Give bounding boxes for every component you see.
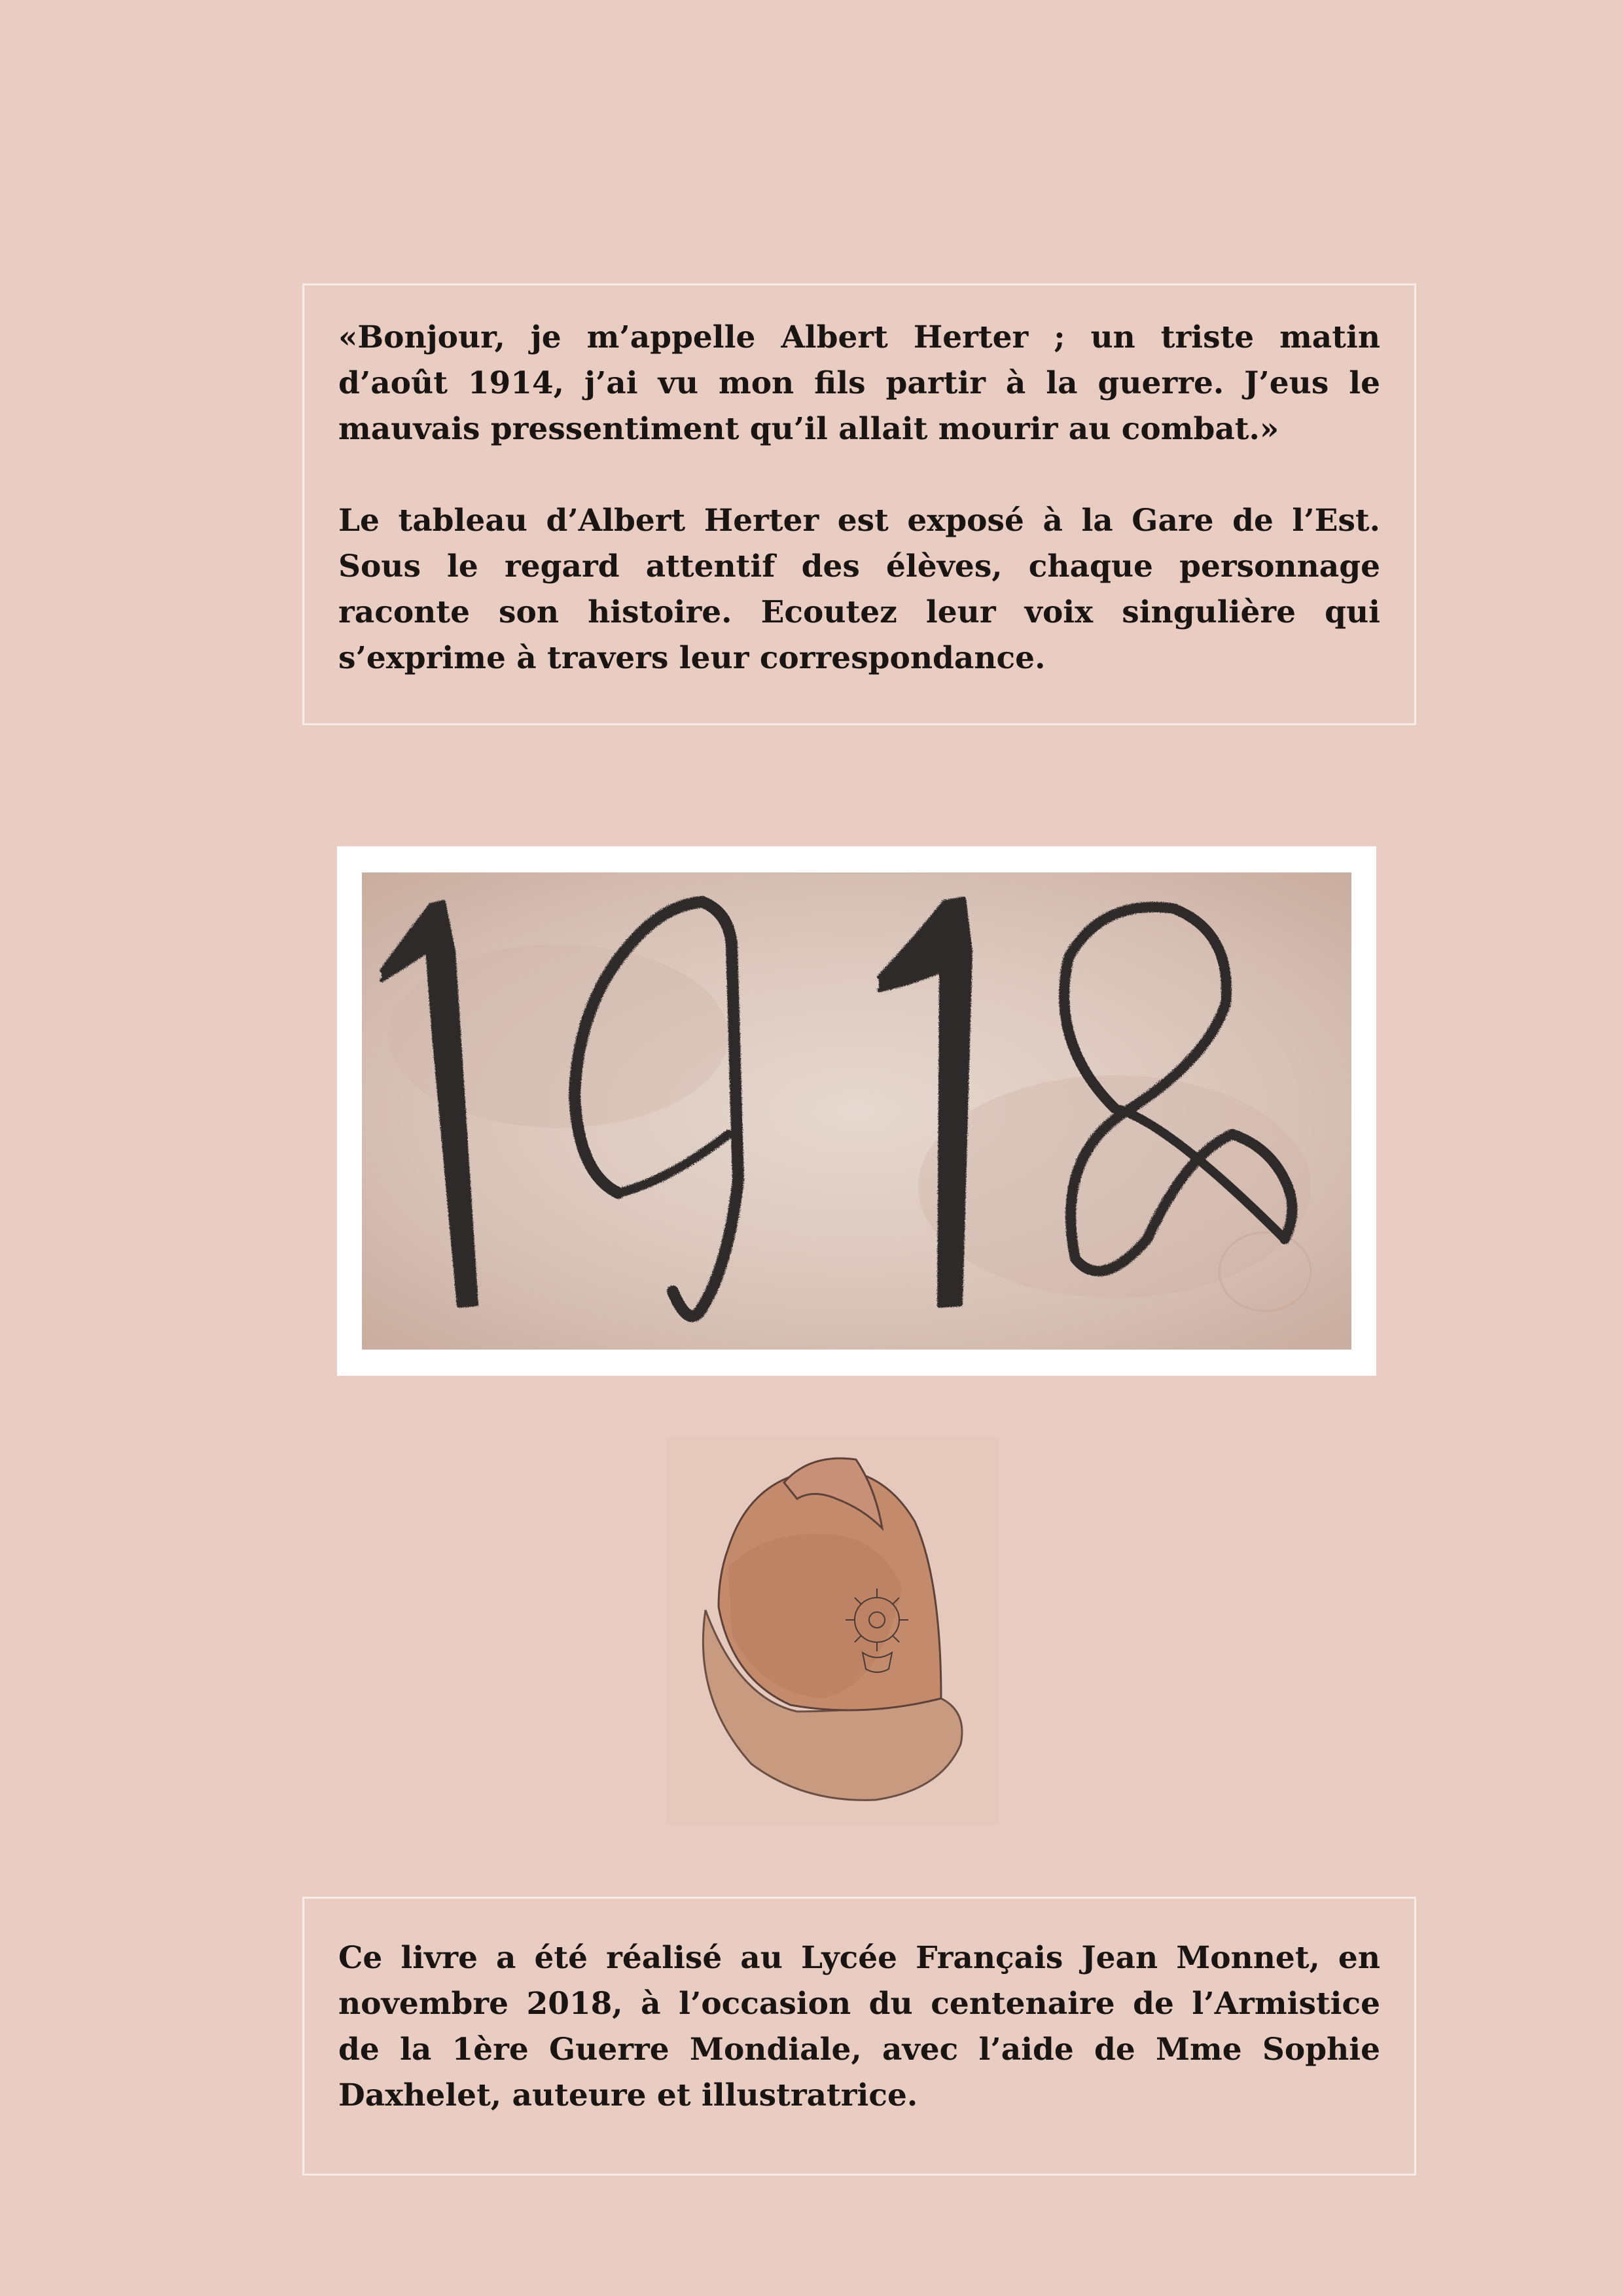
helmet-icon: [666, 1437, 999, 1825]
colophon-box: [302, 1897, 1416, 2176]
painting-description: Le tableau d’Albert Herter est exposé à la Gare de l’Est. Sous le regard attentif des élèves, chaque personnage raconte son histoire. Ecoutez leur voix singulière qui s’exprime à travers leur correspondance.: [338, 503, 1380, 676]
year-1918-drawing: [362, 872, 1351, 1350]
colophon-text: Ce livre a été réalisé au Lycée Français Jean Monnet, en novembre 2018, à l’occasion du centenaire de l’Armistice de la 1ère Guerre Mondiale, avec l’aide de Mme Sophie Daxhelet, auteure et illustratrice.: [338, 1940, 1380, 2113]
helmet-illustration: [666, 1437, 999, 1825]
albert-herter-quote: «Bonjour, je m’appelle Albert Herter ; un triste matin d’août 1914, j’ai vu mon fils partir à la guerre. J’eus le mauvais pressentiment qu’il allait mourir au combat.»: [338, 319, 1380, 447]
year-1918-illustration: [337, 846, 1376, 1376]
intro-text-box: [302, 283, 1416, 725]
